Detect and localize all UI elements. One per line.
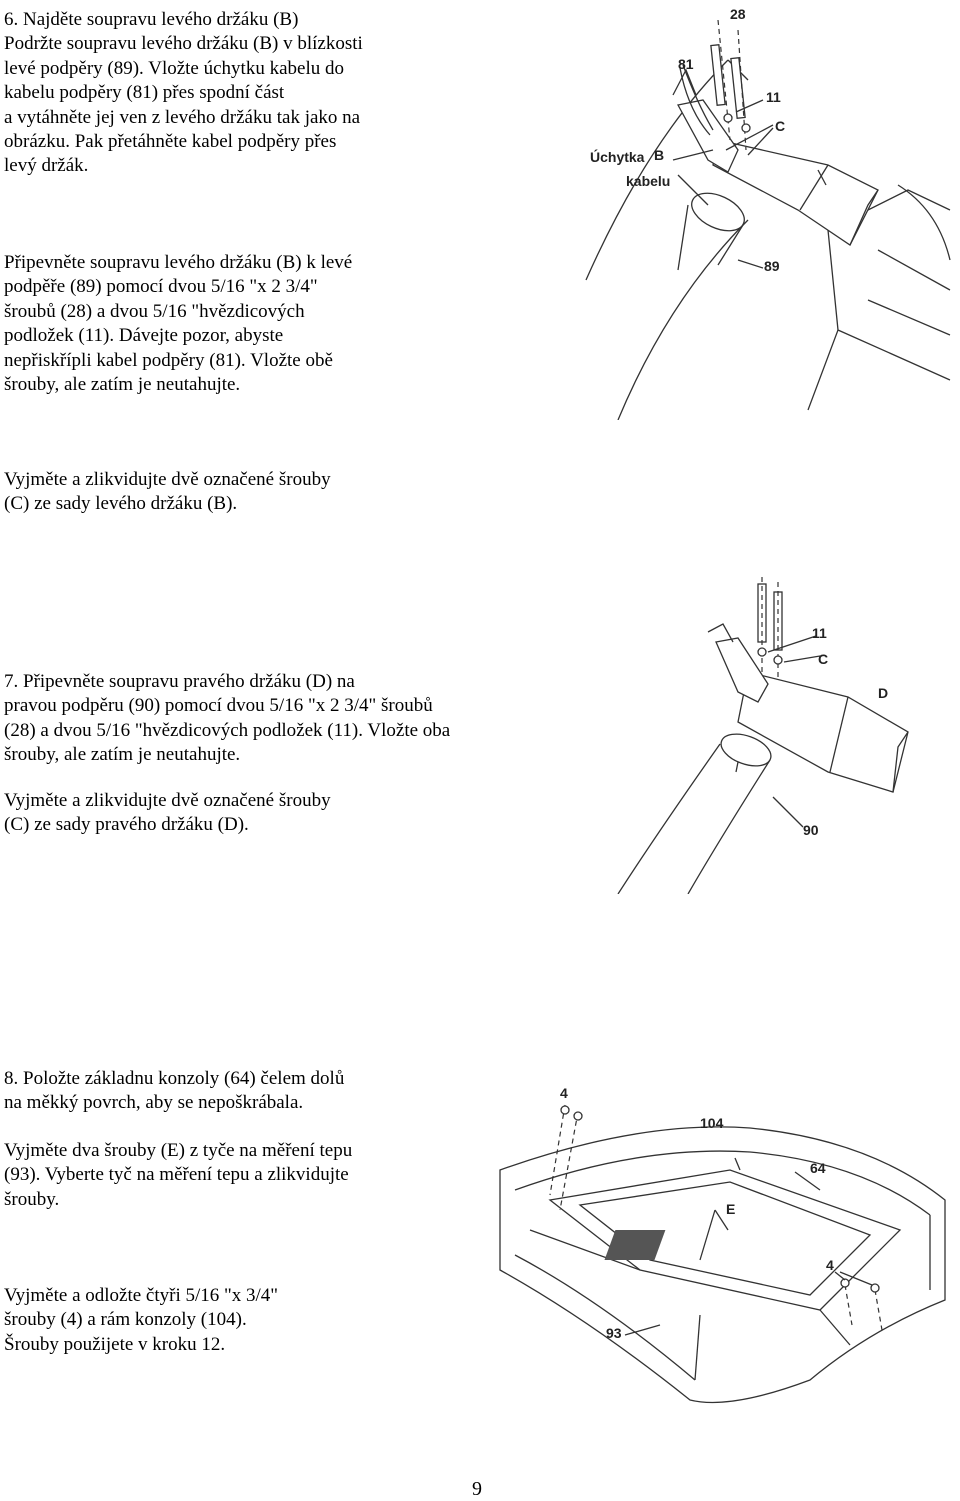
label-b: B [654, 147, 665, 163]
label-4-right: 4 [826, 1257, 834, 1273]
text-line: na měkký povrch, aby se nepoškrábala. [4, 1092, 304, 1114]
text-line: Připevněte soupravu levého držáku (B) k levé [4, 252, 353, 273]
step6-remove-paragraph [4, 468, 331, 517]
label-28: 28 [730, 6, 746, 22]
label-4: 4 [560, 1085, 568, 1101]
text-line: Podržte soupravu levého držáku (B) v blízkosti [4, 33, 363, 55]
text-line: Vyjměte a zlikvidujte dvě označené šrouby [4, 469, 331, 490]
label-90: 90 [803, 822, 819, 838]
text-line: podpěře (89) pomocí dvou 5/16 "x 2 3/4" [4, 276, 318, 298]
step6-attach-paragraph [4, 251, 352, 397]
text-line: (C) ze sady levého držáku (B). [4, 493, 238, 515]
label-104: 104 [700, 1115, 724, 1131]
label-93: 93 [606, 1325, 622, 1341]
label-d: D [878, 685, 889, 701]
text-line: 7. Připevněte soupravu pravého držáku (D) na [4, 671, 355, 692]
text-line: šrouby. [4, 1188, 60, 1210]
text-line: (93). Vyberte tyč na měření tepu a zlikvidujte [4, 1164, 349, 1186]
right-handlebar-assembly-figure [598, 572, 928, 894]
label-81: 81 [678, 56, 694, 72]
left-handlebar-assembly-figure [578, 0, 958, 420]
text-line: 6. Najděte soupravu levého držáku (B) [4, 9, 299, 30]
step8-remove-frame-paragraph [4, 1284, 278, 1357]
text-line: nepřiskřípli kabel podpěry (81). Vložte obě [4, 349, 333, 371]
label-c: C [818, 651, 829, 667]
text-line: podložek (11). Dávejte pozor, abyste [4, 325, 284, 347]
label-uchytka: Úchytka [590, 149, 645, 165]
label-64: 64 [810, 1160, 826, 1176]
text-line: Vyjměte dva šrouby (E) z tyče na měření tepu [4, 1140, 353, 1161]
text-line: 8. Položte základnu konzoly (64) čelem dolů [4, 1068, 345, 1089]
label-kabelu: kabelu [626, 173, 671, 189]
text-line: Vyjměte a zlikvidujte dvě označené šrouby [4, 790, 331, 811]
label-11: 11 [812, 625, 827, 641]
text-line: a vytáhněte jej ven z levého držáku tak jako na [4, 106, 361, 128]
text-line: obrázku. Pak přetáhněte kabel podpěry přes [4, 131, 337, 153]
text-line: (C) ze sady pravého držáku (D). [4, 814, 249, 836]
step7-attach-paragraph [4, 670, 450, 768]
text-line: šroubů (28) a dvou 5/16 "hvězdicových [4, 300, 305, 322]
console-base-figure [490, 1080, 958, 1410]
text-line: Vyjměte a odložte čtyři 5/16 "x 3/4" [4, 1285, 279, 1306]
step6-intro-paragraph [4, 8, 363, 179]
step8-place-paragraph [4, 1067, 344, 1116]
text-line: šrouby (4) a rám konzoly (104). [4, 1309, 247, 1331]
label-11: 11 [766, 89, 781, 105]
text-line: Šrouby použijete v kroku 12. [4, 1333, 226, 1355]
text-line: šrouby, ale zatím je neutahujte. [4, 374, 241, 396]
text-line: levý držák. [4, 155, 89, 177]
text-line: levé podpěry (89). Vložte úchytku kabelu do [4, 57, 344, 79]
label-c: C [775, 118, 786, 134]
console-frame-104 [500, 1127, 945, 1403]
text-line: (28) a dvou 5/16 "hvězdicových podložek (11). Vložte oba [4, 719, 451, 741]
step8-remove-rod-paragraph [4, 1139, 352, 1212]
label-e: E [726, 1201, 736, 1217]
label-89: 89 [764, 258, 780, 274]
text-line: pravou podpěru (90) pomocí dvou 5/16 "x 2 3/4" šroubů [4, 695, 433, 717]
page-number: 9 [472, 1478, 482, 1500]
text-line: kabelu podpěry (81) přes spodní část [4, 82, 285, 104]
support-89-outline [586, 60, 728, 280]
step7-remove-paragraph [4, 789, 331, 838]
text-line: šrouby, ale zatím je neutahujte. [4, 744, 241, 766]
